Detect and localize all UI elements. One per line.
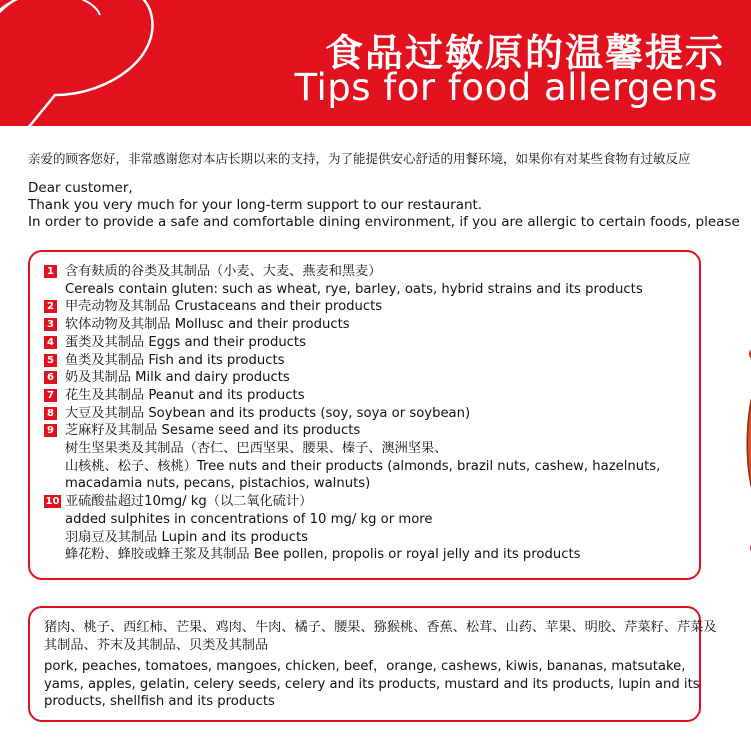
other-en-line: yams, apples, gelatin, celery seeds, celery and its products, mustard and its products, lupin and its (44, 676, 700, 692)
intro-request: In order to provide a safe and comfortable dining environment, if you are allergic to certain foods, please (28, 214, 740, 230)
allergen-item (44, 405, 685, 423)
allergen-text: 甲壳动物及其制品 Crustaceans and their products (65, 299, 383, 315)
allergen-text: 大豆及其制品 Soybean and its products (soy, soya or soybean) (65, 405, 471, 421)
number-badge: 7 (44, 389, 57, 402)
allergen-text: 羽扇豆及其制品 Lupin and its products (65, 529, 309, 545)
side-illustration (743, 340, 751, 560)
intro-thanks: Thank you very much for your long-term support to our restaurant. (28, 197, 483, 213)
intro-cn: 亲爱的顾客您好，非常感谢您对本店长期以来的支持，为了能提供安心舒适的用餐环境，如果你有对某些食物有过敏反应 (28, 151, 691, 166)
allergen-item-cont (44, 281, 685, 299)
allergen-text: Cereals contain gluten: such as wheat, rye, barley, oats, hybrid strains and its products (65, 281, 643, 297)
page-title-cn: 食品过敏原的温馨提示 (324, 31, 725, 75)
intro-text (28, 150, 751, 231)
number-badge: 8 (44, 407, 57, 420)
other-en-line: pork, peaches, tomatoes, mangoes, chicken, beef，orange, cashews, kiwis, bananas, matsutake, (44, 659, 686, 674)
allergen-text: 花生及其制品 Peanut and its products (65, 387, 305, 403)
number-badge: 6 (44, 371, 57, 384)
number-badge: 1 (44, 265, 57, 278)
allergen-text: 芝麻籽及其制品 Sesame seed and its products (65, 423, 361, 439)
allergen-item (44, 298, 685, 316)
allergen-item-cont (44, 475, 685, 493)
other-cn-line: 猪肉、桃子、西红柿、芒果、鸡肉、牛肉、橘子、腰果、猕猴桃、香蕉、松茸、山药、苹果、明胶、芹菜籽、芹菜及 (44, 620, 717, 635)
allergen-item (44, 387, 685, 405)
allergen-item-cont (44, 440, 685, 458)
number-badge: 2 (44, 300, 57, 313)
number-badge: 9 (44, 424, 57, 437)
other-allergens-box (28, 606, 717, 722)
allergen-item (44, 334, 685, 352)
allergen-text: 蛋类及其制品 Eggs and their products (65, 334, 306, 350)
other-en-line: products, shellfish and its products (44, 694, 275, 709)
allergen-item (44, 493, 685, 511)
allergen-item (44, 263, 685, 281)
allergen-text: added sulphites in concentrations of 10 mg/ kg or more (65, 511, 433, 527)
speech-bubble-decoration (0, 0, 180, 126)
allergen-item-cont (44, 511, 685, 529)
allergen-item-cont (44, 546, 685, 564)
allergen-text: 山核桃、松子、核桃）Tree nuts and their products (almonds, brazil nuts, cashew, hazelnuts, (65, 458, 661, 474)
allergen-text: 含有麸质的谷类及其制品（小麦、大麦、燕麦和黑麦） (65, 264, 382, 279)
allergen-text: 树生坚果类及其制品（杏仁、巴西坚果、腰果、榛子、澳洲坚果、 (65, 441, 448, 457)
allergen-text: 软体动物及其制品 Mollusc and their products (65, 317, 350, 333)
other-cn-line: 其制品、芥末及其制品、贝类及其制品 (44, 637, 269, 653)
allergen-text: 奶及其制品 Milk and dairy products (65, 370, 290, 386)
number-badge: 10 (45, 496, 60, 508)
allergen-item (44, 369, 685, 387)
allergen-text: 亚硫酸盐超过10mg/ kg（以二氧化硫计） (65, 494, 313, 510)
allergen-item-cont (44, 458, 685, 476)
allergen-item (44, 316, 685, 334)
intro-greeting: Dear customer, (28, 180, 133, 196)
allergen-item (44, 352, 685, 370)
number-badge: 3 (44, 318, 57, 331)
allergen-text: 鱼类及其制品 Fish and its products (65, 352, 285, 368)
page-title-en: Tips for food allergens (294, 66, 718, 109)
allergen-item (44, 422, 685, 440)
allergen-item-cont (44, 529, 685, 547)
allergen-text: macadamia nuts, pecans, pistachios, walnuts) (65, 476, 371, 492)
allergen-list-box (28, 250, 701, 580)
header-banner (0, 0, 751, 126)
allergen-text: 蜂花粉、蜂胶或蜂王浆及其制品 Bee pollen, propolis or royal jelly and its products (65, 547, 581, 563)
number-badge: 5 (44, 354, 57, 367)
number-badge: 4 (44, 336, 57, 349)
